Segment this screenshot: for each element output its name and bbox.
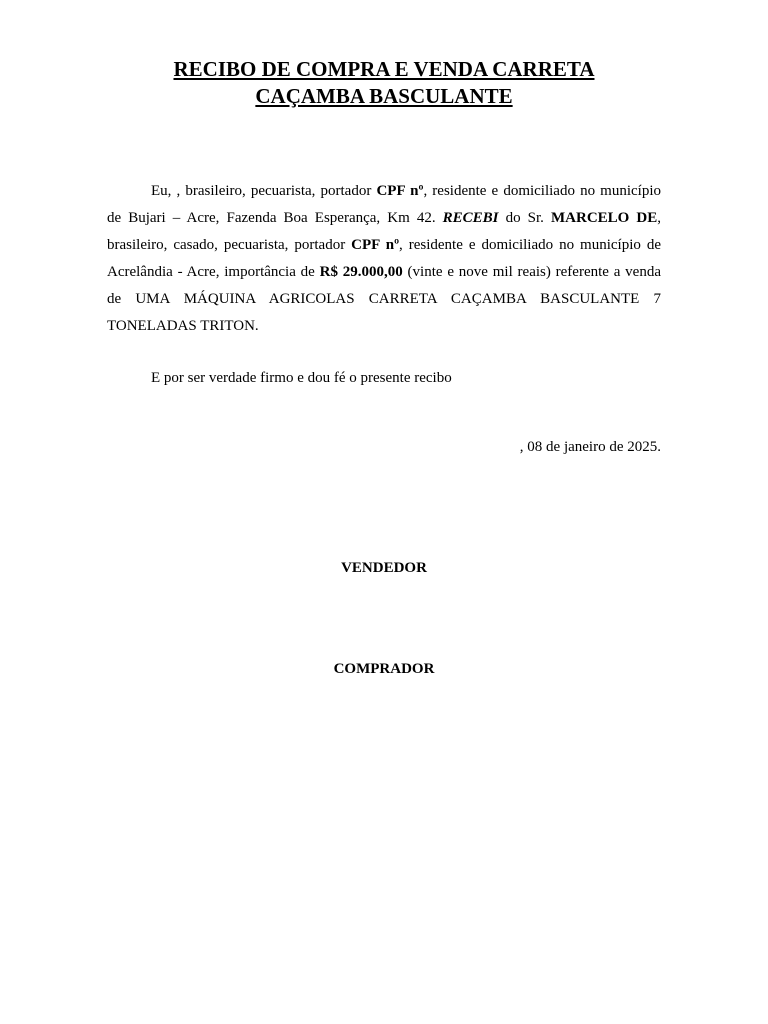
receipt-paragraph bbox=[107, 178, 661, 340]
paragraph-text: , residente e domiciliado no município de Acrelândia - Acre, importância de bbox=[107, 237, 661, 280]
buyer-signature-label: COMPRADOR bbox=[333, 661, 435, 677]
closing-statement: E por ser verdade firmo e dou fé o presente recibo bbox=[151, 370, 452, 386]
paragraph-text: Eu, , brasileiro, pecuarista, portador bbox=[151, 183, 377, 199]
buyer-name: MARCELO DE bbox=[551, 210, 658, 226]
seller-signature-label: VENDEDOR bbox=[341, 560, 427, 576]
amount-value: R$ 29.000,00 bbox=[319, 264, 403, 280]
paragraph-text: , brasileiro, casado, pecuarista, portador bbox=[107, 210, 661, 253]
paragraph-text: (vinte e nove mil reais) referente a venda de UMA MÁQUINA AGRICOLAS CARRETA CAÇAMBA BASCULANTE 7 TONELADAS TRITON. bbox=[107, 264, 661, 334]
cpf-label-seller: CPF nº bbox=[376, 183, 424, 199]
paragraph-text: do Sr. bbox=[498, 210, 551, 226]
recebi-label: RECEBI bbox=[442, 210, 499, 226]
document-title bbox=[107, 56, 661, 110]
cpf-label-buyer: CPF nº bbox=[351, 237, 400, 253]
title-line-1: RECIBO DE COMPRA E VENDA CARRETA bbox=[173, 57, 595, 81]
paragraph-text: , residente e domiciliado no município de Bujari – Acre, Fazenda Boa Esperança, Km 42. bbox=[107, 183, 662, 226]
date-line: , 08 de janeiro de 2025. bbox=[519, 439, 661, 455]
title-line-2: CAÇAMBA BASCULANTE bbox=[255, 84, 513, 108]
